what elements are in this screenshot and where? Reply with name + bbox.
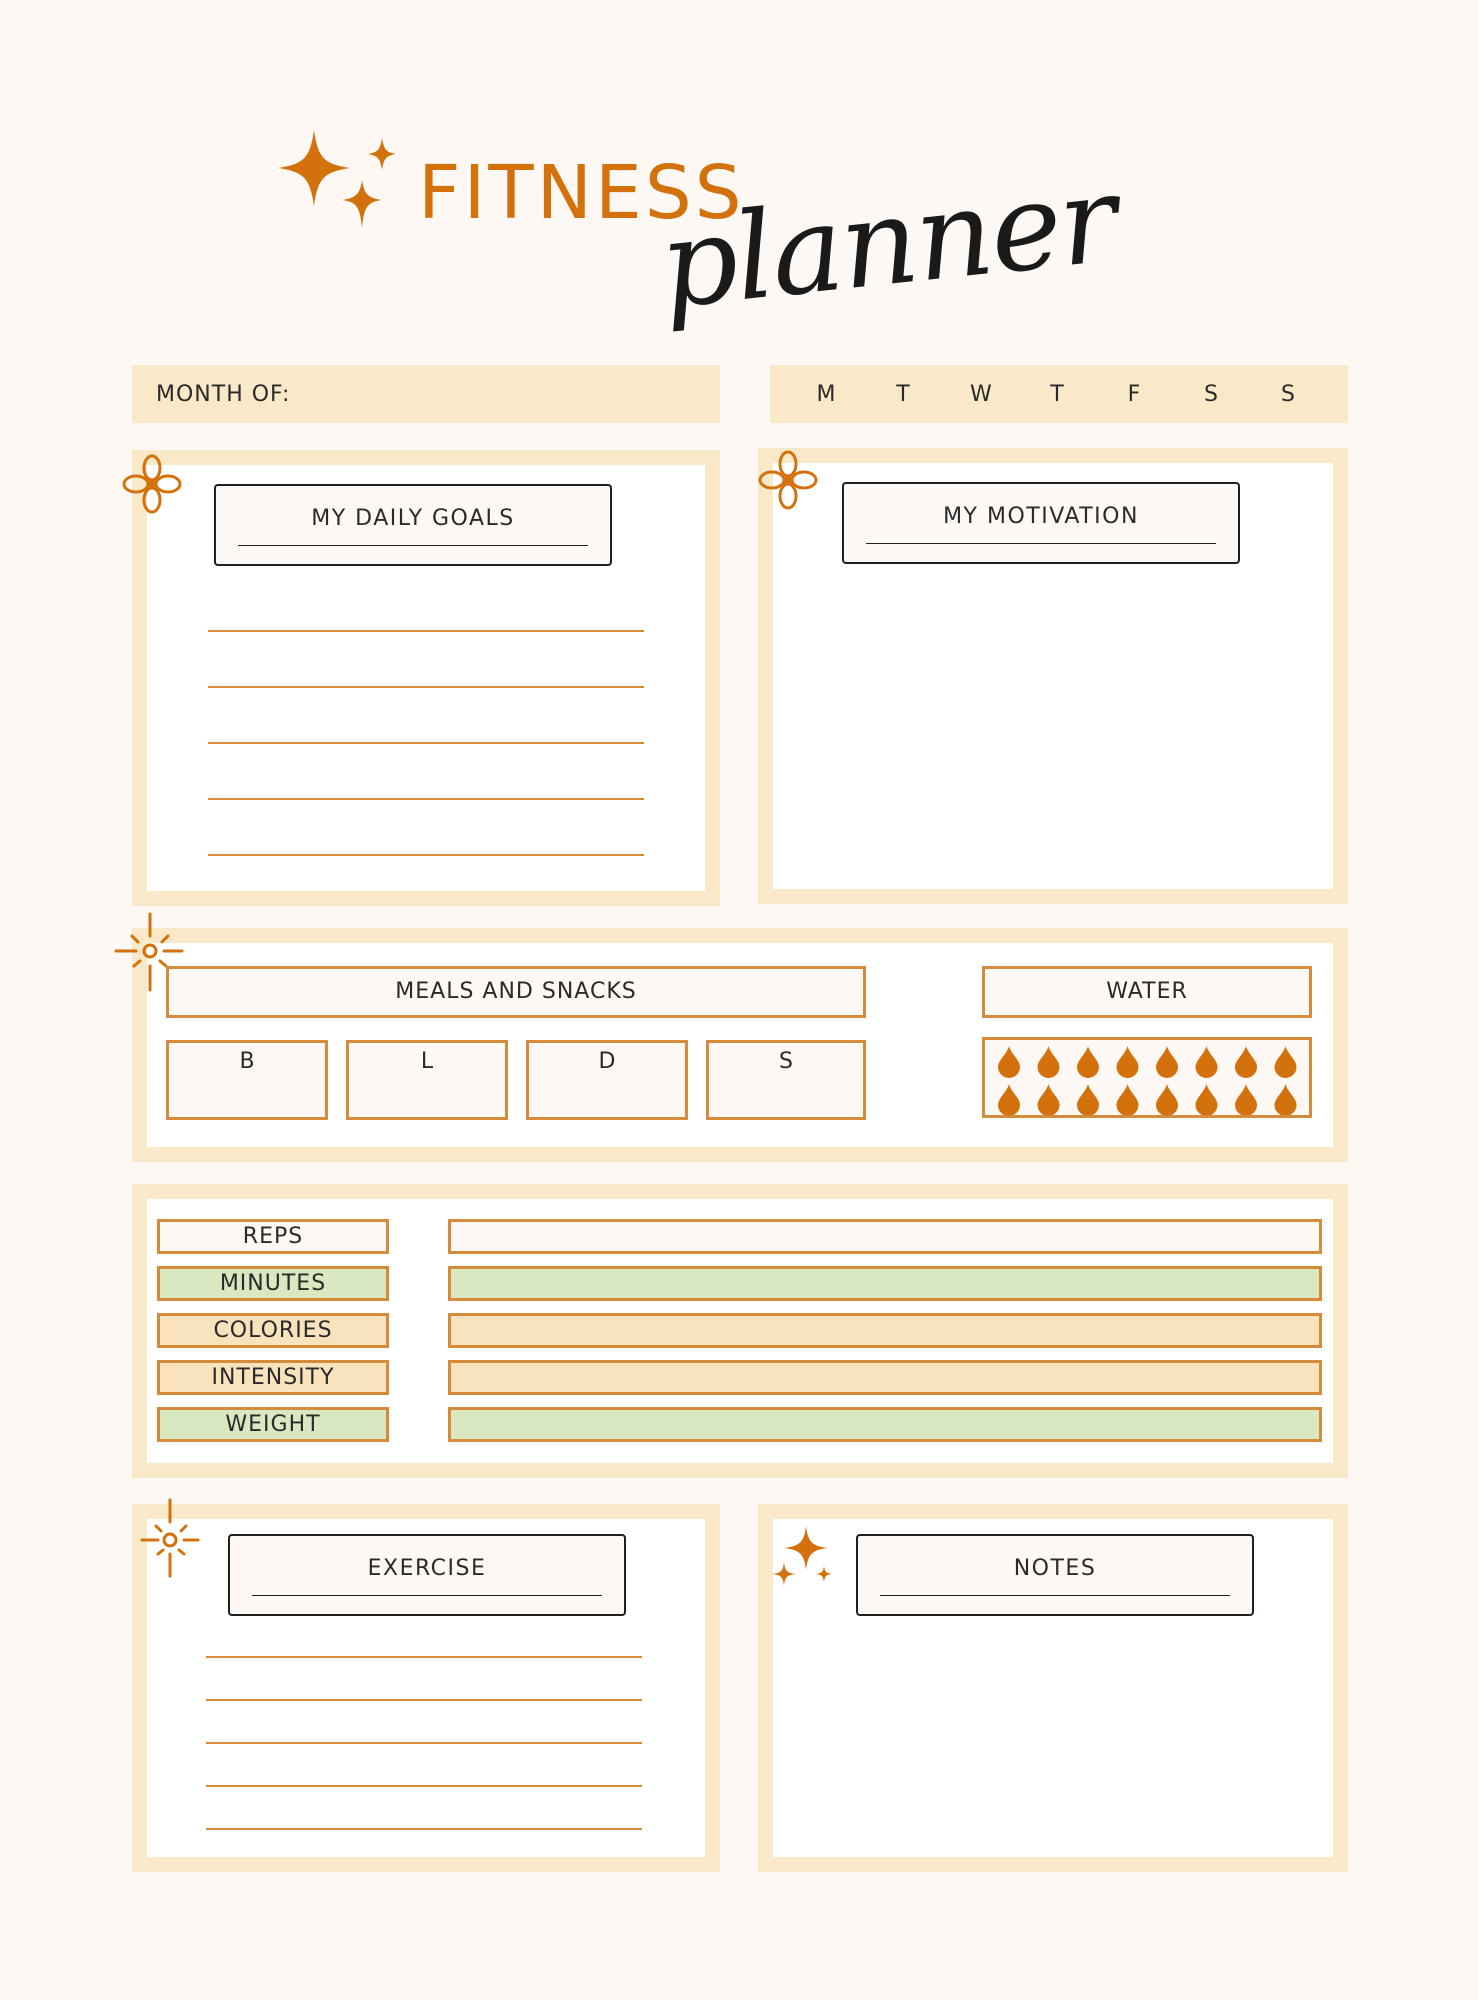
motivation-header: MY MOTIVATION — [842, 482, 1240, 564]
exercise-line[interactable] — [206, 1828, 642, 1830]
water-tracker[interactable] — [982, 1037, 1312, 1118]
weekday-tue[interactable]: T — [896, 381, 910, 407]
month-of-bar[interactable] — [132, 365, 720, 423]
water-drop-icon[interactable] — [1196, 1084, 1218, 1115]
weekday-sat[interactable]: S — [1204, 381, 1218, 407]
tracker-label: COLORIES — [157, 1313, 389, 1348]
month-of-label: MONTH OF: — [156, 381, 291, 407]
water-drop-icon[interactable] — [1235, 1084, 1257, 1115]
weekday-thu[interactable]: T — [1050, 381, 1064, 407]
water-drop-icon[interactable] — [1156, 1084, 1178, 1115]
weekday-bar — [770, 365, 1348, 423]
sparkles-icon — [770, 1524, 836, 1590]
tracker-bar[interactable] — [448, 1219, 1322, 1254]
tracker-bar[interactable] — [448, 1266, 1322, 1301]
exercise-line[interactable] — [206, 1742, 642, 1744]
water-drop-icon[interactable] — [1275, 1046, 1297, 1078]
goal-line[interactable] — [208, 686, 644, 688]
title-planner: planner — [653, 150, 1122, 337]
tracker-bar[interactable] — [448, 1407, 1322, 1442]
water-drop-icon[interactable] — [1275, 1084, 1297, 1115]
water-drop-icon[interactable] — [1117, 1046, 1139, 1078]
goal-line[interactable] — [208, 630, 644, 632]
water-drop-icon[interactable] — [1117, 1084, 1139, 1115]
exercise-line[interactable] — [206, 1656, 642, 1658]
water-drop-icon[interactable] — [1038, 1046, 1060, 1078]
notes-header: NOTES — [856, 1534, 1254, 1616]
meal-box-snacks[interactable]: S — [706, 1040, 866, 1120]
meal-box-breakfast[interactable]: B — [166, 1040, 328, 1120]
tracker-label: WEIGHT — [157, 1407, 389, 1442]
tracker-label: INTENSITY — [157, 1360, 389, 1395]
exercise-line[interactable] — [206, 1699, 642, 1701]
goal-line[interactable] — [208, 798, 644, 800]
meal-box-dinner[interactable]: D — [526, 1040, 688, 1120]
weekday-fri[interactable]: F — [1127, 381, 1141, 407]
water-drop-icon[interactable] — [1077, 1046, 1099, 1078]
tracker-bar[interactable] — [448, 1360, 1322, 1395]
water-drops — [985, 1040, 1309, 1115]
sparkles-icon — [276, 128, 406, 230]
water-drop-icon[interactable] — [1077, 1084, 1099, 1115]
water-drop-icon[interactable] — [1156, 1046, 1178, 1078]
water-drop-icon[interactable] — [1196, 1046, 1218, 1078]
exercise-header: EXERCISE — [228, 1534, 626, 1616]
weekday-mon[interactable]: M — [816, 381, 836, 407]
goal-line[interactable] — [208, 742, 644, 744]
goal-line[interactable] — [208, 854, 644, 856]
flower-icon — [120, 452, 184, 516]
meal-box-lunch[interactable]: L — [346, 1040, 508, 1120]
exercise-line[interactable] — [206, 1785, 642, 1787]
water-drop-icon[interactable] — [998, 1084, 1020, 1115]
water-drop-icon[interactable] — [1235, 1046, 1257, 1078]
water-drop-icon[interactable] — [1038, 1084, 1060, 1115]
weekday-wed[interactable]: W — [970, 381, 992, 407]
daily-goals-header: MY DAILY GOALS — [214, 484, 612, 566]
meals-header: MEALS AND SNACKS — [166, 966, 866, 1018]
tracker-label: REPS — [157, 1219, 389, 1254]
weekday-sun[interactable]: S — [1281, 381, 1295, 407]
water-drop-icon[interactable] — [998, 1046, 1020, 1078]
tracker-bar[interactable] — [448, 1313, 1322, 1348]
tracker-label: MINUTES — [157, 1266, 389, 1301]
title-fitness: FITNESS — [418, 150, 745, 236]
water-header: WATER — [982, 966, 1312, 1018]
sun-icon — [136, 1496, 206, 1586]
flower-icon — [756, 448, 820, 512]
